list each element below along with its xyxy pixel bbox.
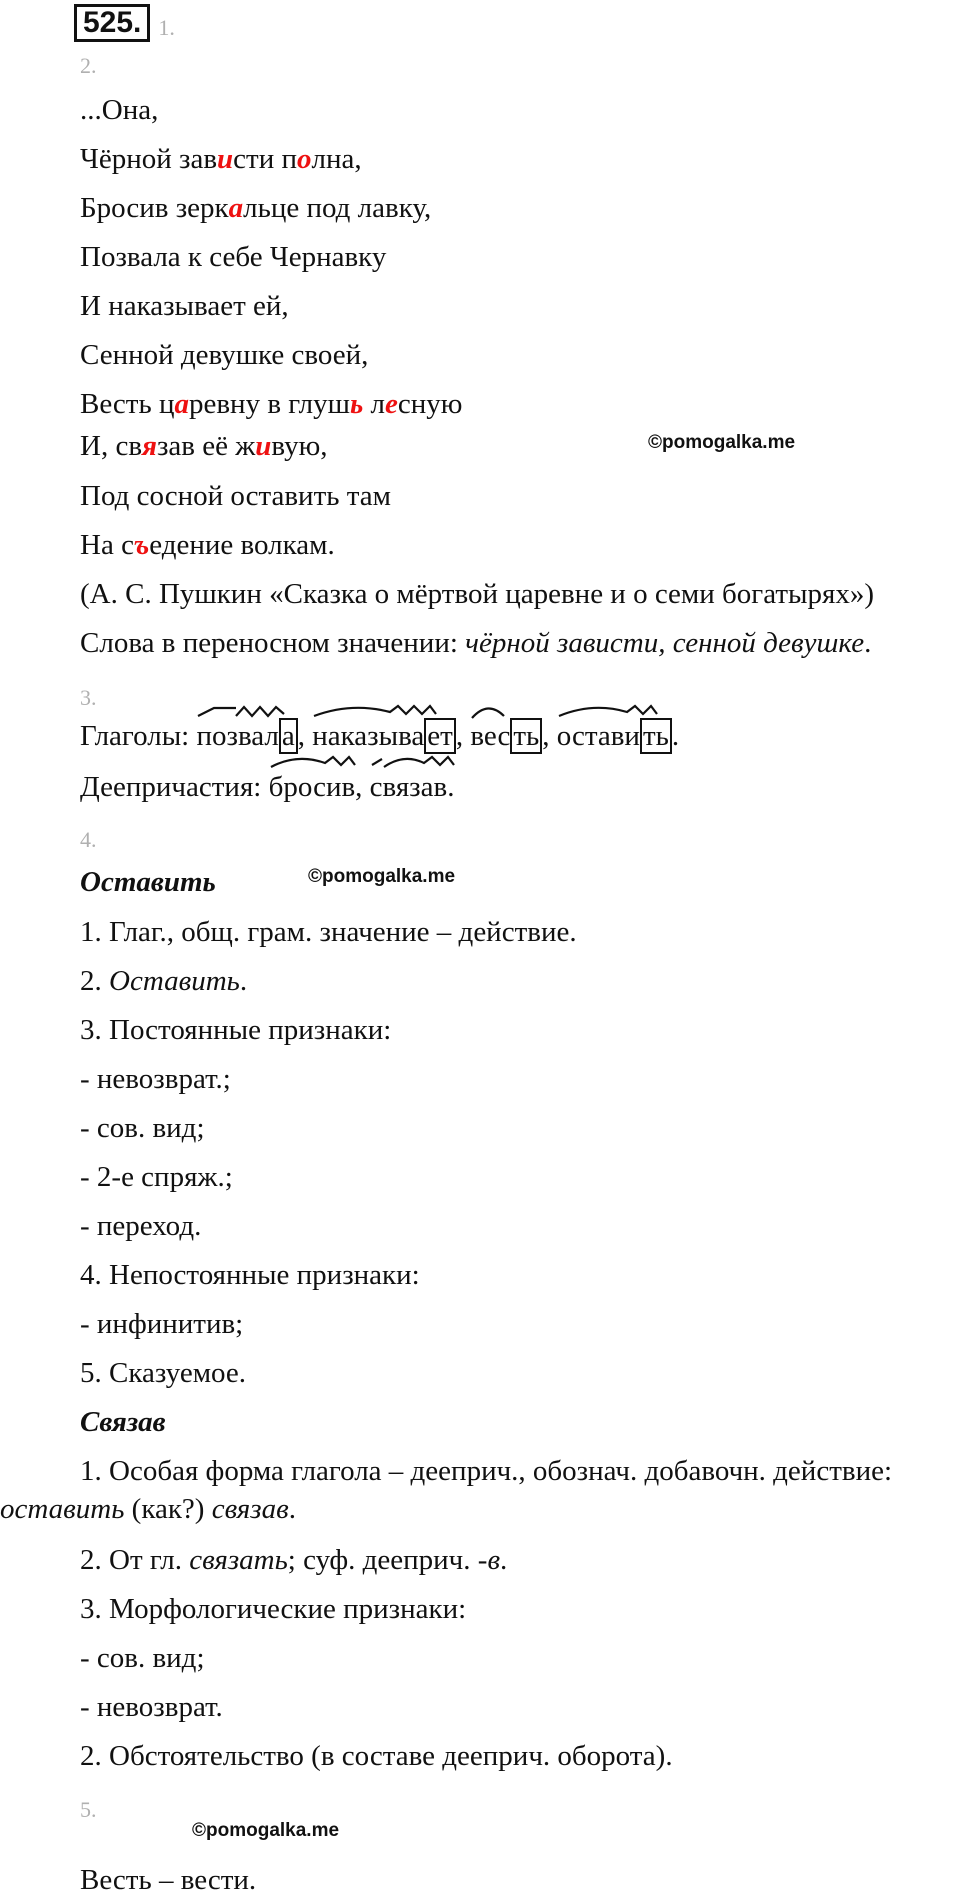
poem-line-6: Сенной девушке своей,: [80, 339, 369, 371]
text: Чёрной зав: [80, 143, 218, 175]
text: лна,: [311, 143, 362, 175]
poem-line-10: [80, 527, 335, 563]
text: И, св: [80, 430, 143, 462]
participle-word: бросив: [268, 771, 356, 803]
spelling-letter: я: [142, 430, 157, 462]
poem-line-8: [80, 428, 328, 464]
svyazav-line-5: - невозврат.: [80, 1691, 223, 1723]
separator: ,: [297, 720, 313, 752]
poem-line-2: [80, 141, 362, 177]
morpheme-marks: [557, 704, 677, 720]
separator: ,: [542, 720, 557, 752]
text: 2. От гл.: [80, 1544, 190, 1576]
figurative-words: [80, 625, 871, 661]
text: вую,: [271, 430, 328, 462]
watermark: ©pomogalka.me: [308, 866, 456, 887]
verbs-line: [80, 718, 679, 754]
poem-line-4: Позвала к себе Чернавку: [80, 241, 387, 273]
verb-stem: остави: [556, 720, 640, 752]
participles-label: Деепричастия:: [80, 771, 269, 803]
participle-brosiv: [269, 769, 356, 805]
item-number-2: 2.: [80, 53, 97, 78]
spelling-letter: ь: [350, 388, 364, 420]
ostavit-line-6: - 2-е спряж.;: [80, 1161, 233, 1193]
text: Весть ц: [80, 388, 175, 420]
analysis-title-svyazav: Связав: [80, 1406, 166, 1438]
svyazav-line-1b: [0, 1491, 296, 1527]
text: (как?): [124, 1493, 212, 1525]
spelling-letter: о: [297, 143, 312, 175]
morpheme-marks: [269, 755, 369, 771]
figurative-phrases: чёрной зависти, сенной девушке: [465, 627, 865, 659]
analysis-title-ostavit: Оставить: [80, 866, 216, 898]
separator: .: [447, 771, 455, 803]
spelling-letter: ъ: [133, 529, 150, 561]
verb-ending: ть: [640, 718, 672, 754]
ostavit-line-2: [80, 963, 247, 999]
initial-form: Оставить: [109, 965, 240, 997]
poem-line-9: Под сосной оставить там: [80, 480, 391, 512]
verb-stem: наказыва: [312, 720, 425, 752]
watermark: ©pomogalka.me: [192, 1820, 340, 1841]
text: На с: [80, 529, 134, 561]
poem-line-1: ...Она,: [80, 94, 159, 126]
text: ; суф. дееприч. -: [287, 1544, 488, 1576]
watermark: ©pomogalka.me: [648, 432, 796, 453]
spelling-letter: а: [174, 388, 189, 420]
verbs-label: Глаголы:: [80, 720, 197, 752]
item-number-4: 4.: [80, 827, 97, 852]
text: 2.: [80, 965, 109, 997]
svyazav-line-3: 3. Морфологические признаки:: [80, 1593, 467, 1625]
verb-pozvala: [196, 718, 297, 754]
text: .: [864, 627, 872, 659]
ostavit-line-9: - инфинитив;: [80, 1308, 244, 1340]
participle-svyazav: [370, 769, 448, 805]
ostavit-line-10: 5. Сказуемое.: [80, 1357, 247, 1389]
source-verb: связать: [189, 1544, 288, 1576]
morpheme-marks: [196, 704, 296, 720]
text: льце под лавку,: [243, 192, 432, 224]
text: .: [288, 1493, 296, 1525]
separator: .: [671, 720, 680, 752]
morpheme-marks: [370, 755, 470, 771]
verb-ending: ет: [424, 718, 456, 754]
separator: ,: [455, 720, 471, 752]
exercise-number: 525.: [74, 4, 150, 42]
svyazav-line-6: 2. Обстоятельство (в составе дееприч. оборота).: [80, 1740, 673, 1772]
verb-ending: а: [279, 718, 298, 754]
verb-stem: позвал: [196, 720, 279, 752]
text: л: [363, 388, 385, 420]
participle-word: связав: [369, 771, 448, 803]
spelling-letter: и: [217, 143, 234, 175]
spelling-letter: е: [385, 388, 398, 420]
section5-line-1: Весть – вести.: [80, 1864, 257, 1896]
item-number-1: 1.: [158, 15, 175, 40]
poem-line-5: И наказывает ей,: [80, 290, 289, 322]
suffix: в: [487, 1544, 501, 1576]
exercise-header: [74, 4, 175, 46]
ostavit-line-5: - сов. вид;: [80, 1112, 205, 1144]
text: Бросив зерк: [80, 192, 229, 224]
item-number-3: 3.: [80, 685, 97, 710]
item-number-5: 5.: [80, 1797, 97, 1822]
poem-source: (А. С. Пушкин «Сказка о мёртвой царевне и о семи богатырях»): [80, 578, 874, 610]
svyazav-line-2: [80, 1542, 507, 1578]
poem-line-7: [80, 386, 462, 422]
verb-ostavit: [557, 718, 672, 754]
verb-nakazyvaet: [312, 718, 456, 754]
spelling-letter: а: [228, 192, 244, 224]
morpheme-marks: [312, 704, 452, 720]
ostavit-line-8: 4. Непостоянные признаки:: [80, 1259, 420, 1291]
svyazav-line-1: 1. Особая форма глагола – дееприч., обознач. добавочн. действие:: [80, 1455, 893, 1487]
text: сную: [397, 388, 463, 420]
text: сти п: [233, 143, 298, 175]
participles-line: [80, 769, 454, 805]
text: ревну в глуш: [188, 388, 350, 420]
ostavit-line-7: - переход.: [80, 1210, 202, 1242]
text: .: [239, 965, 248, 997]
text: едение волкам.: [149, 529, 335, 561]
morpheme-marks: [470, 704, 530, 720]
ostavit-line-4: - невозврат.;: [80, 1063, 231, 1095]
text: Слова в переносном значении:: [80, 627, 466, 659]
ostavit-line-3: 3. Постоянные признаки:: [80, 1014, 392, 1046]
separator: ,: [355, 771, 370, 803]
verb-ending: ть: [510, 718, 542, 754]
dependent-word: связав: [211, 1493, 289, 1525]
ostavit-line-1: 1. Глаг., общ. грам. значение – действие.: [80, 916, 577, 948]
main-word: оставить: [0, 1493, 125, 1525]
spelling-letter: и: [255, 430, 272, 462]
text: зав её ж: [156, 430, 256, 462]
verb-vest: [470, 718, 542, 754]
text: .: [500, 1544, 508, 1576]
poem-line-3: [80, 190, 431, 226]
verb-stem: вес: [470, 720, 511, 752]
svyazav-line-4: - сов. вид;: [80, 1642, 205, 1674]
